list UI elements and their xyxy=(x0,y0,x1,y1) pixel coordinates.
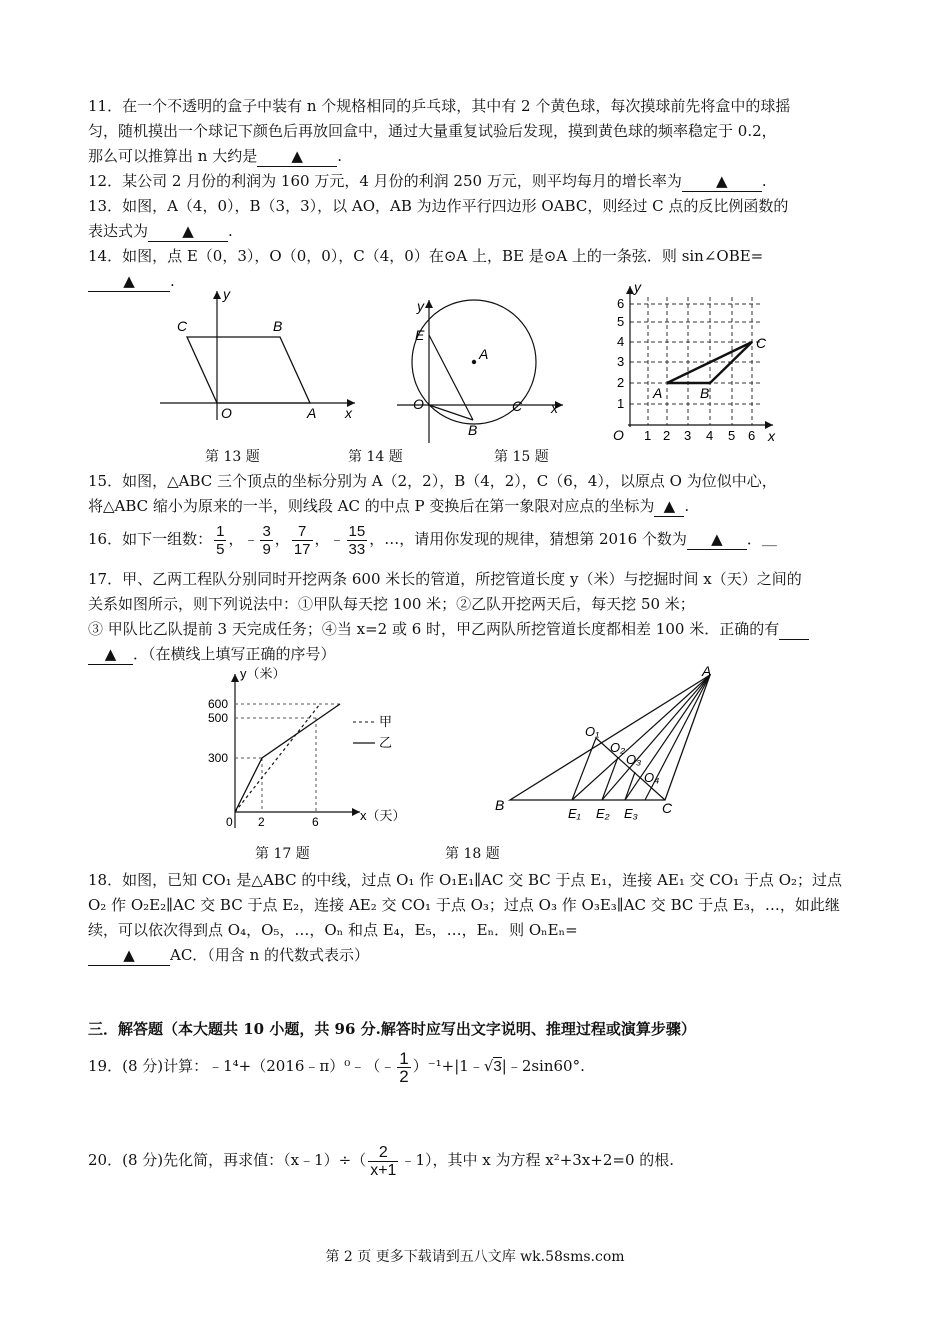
fig15-xtick-1: 1 xyxy=(644,428,652,443)
fig18-label-o3: O₃ xyxy=(626,752,642,767)
q16-f3-denominator: 17 xyxy=(293,540,311,558)
q16-f4-denominator: 33 xyxy=(348,540,366,558)
fig17-xtick-2: 2 xyxy=(258,815,265,829)
q16-answer-blank: ▲ xyxy=(687,529,747,550)
q11-end: . xyxy=(337,147,342,165)
fig18-o1e1 xyxy=(572,738,596,800)
fig17-legend-jia: 甲 xyxy=(379,714,393,729)
q16-sep3: ， xyxy=(274,530,290,548)
fig15-label-x: x xyxy=(768,428,775,444)
fig17-line-yi xyxy=(235,704,340,812)
figure-17 xyxy=(190,660,435,835)
q13-end: . xyxy=(228,222,233,240)
q16-fraction-3 xyxy=(292,523,313,558)
q16-f1-denominator: 5 xyxy=(216,540,225,558)
q12-answer-blank: ▲ xyxy=(682,171,762,192)
q17-end: ．（在横线上填写正确的序号） xyxy=(133,645,336,663)
q18-line4 xyxy=(88,945,369,966)
figure-13 xyxy=(155,285,370,425)
fig18-ae3 xyxy=(625,675,710,800)
fig15-ytick-1: 1 xyxy=(617,396,625,411)
section3-heading: 三．解答题（本大题共 10 小题，共 96 分.解答时应写出文字说明、推理过程或演算步骤） xyxy=(88,1020,696,1038)
q16-f2-denominator: 9 xyxy=(262,540,271,558)
fig15-label-o: O xyxy=(613,427,624,443)
q12-text: 12．某公司 2 月份的利润为 160 万元，4 月份的利润 250 万元，则平均每月的增长率为 xyxy=(88,172,682,190)
fig13-y-arrow xyxy=(213,291,221,299)
q18-line1: 18．如图，已知 CO₁ 是△ABC 的中线，过点 O₁ 作 O₁E₁∥AC 交 BC 于点 E₁，连接 AE₁ 交 CO₁ 于点 O₂；过点 xyxy=(88,871,843,889)
q14-end: . xyxy=(170,272,175,290)
q18-line2: O₂ 作 O₂E₂∥AC 交 BC 于点 E₂，连接 AE₂ 交 CO₁ 于点 O₃；过点 O₃ 作 O₃E₃∥AC 交 BC 于点 E₃，…，如此继 xyxy=(88,896,840,914)
fig15-label-a: A xyxy=(653,385,663,401)
q17-line2: 关系如图所示，则下列说法中：①甲队每天挖 100 米；②乙队开挖两天后，每天挖 50 米； xyxy=(88,595,695,613)
fig13-label-b: B xyxy=(273,318,283,334)
fig18-label-e3: E₃ xyxy=(624,806,638,821)
fig17-xtick-0: 0 xyxy=(226,815,233,829)
q19-numerator: 1 xyxy=(399,1048,409,1068)
fig15-ytick-4: 4 xyxy=(617,334,625,349)
q17-blank-start xyxy=(779,619,809,640)
fig18-label-b: B xyxy=(495,797,505,813)
fig18-caption: 第 18 题 xyxy=(445,846,500,862)
q17-line1: 17．甲、乙两工程队分别同时开挖两条 600 米长的管道，所挖管道长度 y（米）与挖掘时间 x（天）之间的 xyxy=(88,570,802,588)
fig17-ytick-600: 600 xyxy=(208,697,229,711)
fig15-xtick-2: 2 xyxy=(663,428,671,443)
q11-answer-blank: ▲ xyxy=(257,146,337,167)
fig13-label-c: C xyxy=(177,318,188,334)
fig15-ytick-5: 5 xyxy=(617,314,625,329)
fig14-y-arrow xyxy=(425,300,433,308)
q16-f4-numerator: 15 xyxy=(348,522,366,540)
q11-text: 那么可以推算出 n 大约是 xyxy=(88,147,258,165)
q18-line3: 续，可以依次得到点 O₄，O₅，…，Oₙ 和点 E₄，E₅，…，Eₙ．则 OₙEₙ= xyxy=(88,921,578,939)
q16-end: ．＿ xyxy=(746,530,777,548)
fig17-guides xyxy=(235,704,340,812)
fig14-center-point xyxy=(472,360,476,364)
fig18-label-o1: O₁ xyxy=(585,724,600,739)
q16-lead: 16．如下一组数： xyxy=(88,530,213,548)
fig13-label-a: A xyxy=(307,405,317,421)
q19-mid: ）⁻¹+|1﹣ xyxy=(412,1057,484,1075)
q20-lead: 20．(8 分)先化简，再求值：（x﹣1）÷（ xyxy=(88,1151,367,1169)
q11-line2: 匀，随机摸出一个球记下颜色后再放回盒中，通过大量重复试验后发现，摸到黄色球的频率稳定于 0.2， xyxy=(88,122,777,140)
fig17-y-arrow xyxy=(231,674,239,682)
fig15-xtick-6: 6 xyxy=(748,428,756,443)
q17-text: ③ 甲队比乙队提前 3 天完成任务；④当 x=2 或 6 时，甲乙两队所挖管道长度都相差 100 米．正确的有 xyxy=(88,620,780,638)
fig17-caption: 第 17 题 xyxy=(255,846,310,862)
q19-denominator: 2 xyxy=(399,1066,409,1086)
q13-line2 xyxy=(88,221,233,242)
fig18-label-o4: O₄ xyxy=(644,770,660,785)
q17-answer-blank: ▲ xyxy=(88,644,133,665)
q13-line1: 13．如图，A（4，0），B（3，3），以 AO，AB 为边作平行四边形 OABC，则经过 C 点的反比例函数的 xyxy=(88,197,789,215)
fig18-label-o2: O₂ xyxy=(610,740,626,755)
fig18-label-c: C xyxy=(662,800,673,816)
q16-line xyxy=(88,520,777,558)
fig17-x-arrow xyxy=(352,808,360,816)
fig15-caption: 第 15 题 xyxy=(494,449,549,465)
q13-text: 表达式为 xyxy=(88,222,149,240)
fig17-ytick-300: 300 xyxy=(208,751,229,765)
fig17-ylabel: y（米） xyxy=(240,666,286,681)
q11-line1: 11．在一个不透明的盒子中装有 n 个规格相同的乒乓球，其中有 2 个黄色球，每次摸球前先将盒中的球摇 xyxy=(88,97,791,115)
fig15-y-arrow xyxy=(626,286,634,294)
fig17-ytick-500: 500 xyxy=(208,711,229,725)
q12-end: . xyxy=(761,172,767,190)
q19-lead: 19．(8 分)计算：﹣1⁴+（2016﹣π）⁰﹣（﹣ xyxy=(88,1057,396,1075)
q11-line3 xyxy=(88,146,342,167)
q16-sep4: ，﹣ xyxy=(314,530,345,548)
q16-tail: ，…，请用你发现的规律，猜想第 2016 个数为 xyxy=(369,530,687,548)
q20-numerator: 2 xyxy=(368,1144,398,1162)
fig14-label-c: C xyxy=(512,398,523,414)
q20-end: ﹣1），其中 x 为方程 x²+3x+2=0 的根. xyxy=(400,1151,675,1169)
q16-f2-numerator: 3 xyxy=(262,522,271,540)
page-footer: 第 2 页 更多下载请到五八文库 wk.58sms.com xyxy=(325,1249,625,1265)
fig17-xtick-6: 6 xyxy=(312,815,319,829)
fig18-label-a: A xyxy=(702,663,712,679)
fig15-label-c: C xyxy=(756,335,767,351)
q16-fraction-4 xyxy=(347,523,368,558)
fig18-label-e2: E₂ xyxy=(596,806,610,821)
fig15-ytick-2: 2 xyxy=(617,375,625,390)
q20-line xyxy=(88,1140,674,1180)
fig18-triangle-abc xyxy=(510,675,710,800)
q19-fraction xyxy=(397,1050,410,1085)
q19-sqrt: √3 xyxy=(483,1057,502,1075)
q12-line xyxy=(88,171,767,192)
fig15-xtick-3: 3 xyxy=(684,428,692,443)
q19-sqrt-radicand: 3 xyxy=(493,1058,502,1075)
fig13-label-y: y xyxy=(223,286,230,302)
q15-line2 xyxy=(88,496,689,517)
fig14-caption: 第 14 题 xyxy=(348,449,403,465)
fig14-label-y: y xyxy=(417,298,424,314)
fig13-caption: 第 13 题 xyxy=(205,449,260,465)
q20-fraction xyxy=(368,1144,398,1179)
fig15-label-b: B xyxy=(700,385,710,401)
q16-f3-numerator: 7 xyxy=(292,523,313,541)
fig14-label-a: A xyxy=(479,346,489,362)
fig15-xtick-5: 5 xyxy=(728,428,736,443)
q16-f1-numerator: 1 xyxy=(216,522,225,540)
figure-15 xyxy=(608,282,783,447)
fig14-label-o: O xyxy=(413,396,424,412)
q18-answer-blank: ▲ xyxy=(88,945,170,966)
fig15-ytick-6: 6 xyxy=(617,296,625,311)
fig17-xlabel: x（天） xyxy=(360,808,406,823)
q14-line1: 14．如图，点 E（0，3），O（0，0），C（4，0）在⊙A 上，BE 是⊙A 上的一条弦．则 sin∠OBE= xyxy=(88,247,764,265)
fig15-grid xyxy=(630,297,760,425)
fig18-label-e1: E₁ xyxy=(568,806,581,821)
fig18-o2e2 xyxy=(602,757,618,800)
fig14-label-b: B xyxy=(468,422,478,438)
q15-text: 将△ABC 缩小为原来的一半，则线段 AC 的中点 P 变换后在第一象限对应点的坐标为 xyxy=(88,497,655,515)
q16-sep2: ，﹣ xyxy=(228,530,259,548)
fig13-label-o: O xyxy=(221,405,232,421)
q13-answer-blank: ▲ xyxy=(148,221,228,242)
fig17-legend-yi: 乙 xyxy=(379,735,393,750)
q15-answer-blank: ▲ xyxy=(654,496,684,517)
fig14-label-x: x xyxy=(551,400,558,416)
q16-fraction-1 xyxy=(214,523,226,558)
fig14-label-e: E xyxy=(415,327,425,343)
fig18-o3e3 xyxy=(625,772,635,800)
q19-line xyxy=(88,1046,585,1087)
q16-fraction-2 xyxy=(260,523,272,558)
fig13-parallelogram xyxy=(187,337,310,403)
q18-end: AC．（用含 n 的代数式表示） xyxy=(170,946,370,964)
fig15-label-y: y xyxy=(634,282,641,295)
fig13-label-x: x xyxy=(345,405,352,421)
q15-line1: 15．如图，△ABC 三个顶点的坐标分别为 A（2，2），B（4，2），C（6，4），以原点 O 为位似中心， xyxy=(88,472,777,490)
q20-denominator: x+1 xyxy=(370,1161,397,1179)
fig15-xtick-4: 4 xyxy=(706,428,714,443)
figure-18 xyxy=(490,660,730,830)
q15-end: . xyxy=(684,497,690,515)
q17-line3 xyxy=(88,619,809,640)
fig15-ytick-3: 3 xyxy=(617,354,625,369)
figure-14 xyxy=(395,295,570,445)
q19-end: |﹣2sin60°. xyxy=(501,1057,585,1075)
q14-answer-blank: ▲ xyxy=(88,271,170,292)
